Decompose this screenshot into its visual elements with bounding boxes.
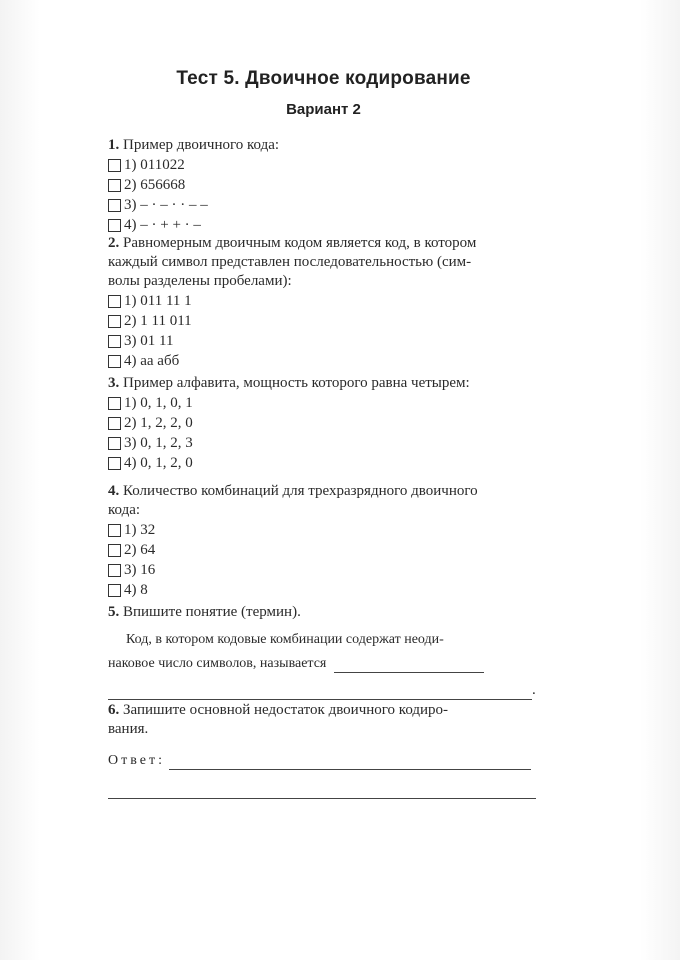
question-text-line: Равномерным двоичным кодом является код, в котором xyxy=(123,235,477,251)
checkbox[interactable] xyxy=(108,584,121,597)
option-label: 1) 011 11 1 xyxy=(124,292,192,309)
question-text: Пример двоичного кода: xyxy=(123,137,280,153)
option-label: 3) 01 11 xyxy=(124,332,174,349)
answer-option[interactable] xyxy=(108,351,538,371)
question-2 xyxy=(108,234,538,371)
answer-option[interactable] xyxy=(108,580,538,600)
question-text-line: Запишите основной недостаток двоичного кодиро- xyxy=(123,702,449,718)
option-label: 2) 64 xyxy=(124,541,156,558)
question-text-line: каждый символ представлен последовательностью (сим- xyxy=(108,254,472,270)
answer-option[interactable] xyxy=(108,453,538,473)
question-body-line: наковое число символов, называется xyxy=(108,656,327,671)
answer-option[interactable] xyxy=(108,331,538,351)
option-label: 4) 0, 1, 2, 0 xyxy=(124,454,193,471)
question-number: 6. xyxy=(108,702,120,718)
option-label: 2) 1 11 011 xyxy=(124,312,192,329)
option-label: 1) 011022 xyxy=(124,156,185,173)
answer-option[interactable] xyxy=(108,540,538,560)
question-number: 3. xyxy=(108,375,120,391)
answer-option[interactable] xyxy=(108,291,538,311)
option-label: 4) – · + + · – xyxy=(124,216,201,233)
option-label: 4) аа абб xyxy=(124,352,180,369)
answer-option[interactable] xyxy=(108,311,538,331)
option-label: 3) 0, 1, 2, 3 xyxy=(124,434,193,451)
question-1 xyxy=(108,136,538,235)
test-sheet xyxy=(96,56,551,916)
question-3 xyxy=(108,374,538,473)
question-number: 5. xyxy=(108,604,120,620)
option-label: 2) 1, 2, 2, 0 xyxy=(124,414,193,431)
question-body-line: Код, в котором кодовые комбинации содержат неоди- xyxy=(126,632,444,647)
variant-subtitle: Вариант 2 xyxy=(286,101,361,118)
option-label: 1) 0, 1, 0, 1 xyxy=(124,394,193,411)
question-4 xyxy=(108,482,538,600)
question-text: Впишите понятие (термин). xyxy=(123,604,301,620)
checkbox[interactable] xyxy=(108,219,121,232)
checkbox[interactable] xyxy=(108,524,121,537)
option-label: 1) 32 xyxy=(124,521,156,538)
option-label: 3) 16 xyxy=(124,561,156,578)
checkbox[interactable] xyxy=(108,315,121,328)
answer-option[interactable] xyxy=(108,433,538,453)
checkbox[interactable] xyxy=(108,159,121,172)
checkbox[interactable] xyxy=(108,295,121,308)
answer-option[interactable] xyxy=(108,195,538,215)
checkbox[interactable] xyxy=(108,355,121,368)
page-title: Тест 5. Двоичное кодирование xyxy=(176,68,471,89)
checkbox[interactable] xyxy=(108,397,121,410)
answer-option[interactable] xyxy=(108,393,538,413)
question-text: Пример алфавита, мощность которого равна четырем: xyxy=(123,375,470,391)
answer-option[interactable] xyxy=(108,560,538,580)
question-text-line: Количество комбинаций для трехразрядного двоичного xyxy=(123,483,478,499)
question-text-line: волы разделены пробелами): xyxy=(108,273,292,289)
checkbox[interactable] xyxy=(108,544,121,557)
checkbox[interactable] xyxy=(108,199,121,212)
question-number: 4. xyxy=(108,483,120,499)
question-number: 2. xyxy=(108,235,120,251)
answer-option[interactable] xyxy=(108,175,538,195)
question-5 xyxy=(108,603,538,700)
question-6 xyxy=(108,701,538,805)
checkbox[interactable] xyxy=(108,564,121,577)
checkbox[interactable] xyxy=(108,335,121,348)
checkbox[interactable] xyxy=(108,417,121,430)
checkbox[interactable] xyxy=(108,437,121,450)
answer-option[interactable] xyxy=(108,413,538,433)
answer-blank[interactable] xyxy=(334,658,484,673)
answer-option[interactable] xyxy=(108,215,538,235)
question-number: 1. xyxy=(108,137,120,153)
question-text-line: вания. xyxy=(108,721,149,737)
question-text-line: кода: xyxy=(108,502,141,518)
option-label: 4) 8 xyxy=(124,581,148,598)
answer-blank[interactable] xyxy=(169,755,531,770)
answer-option[interactable] xyxy=(108,520,538,540)
checkbox[interactable] xyxy=(108,179,121,192)
option-label: 3) – · – · · – – xyxy=(124,196,208,213)
option-label: 2) 656668 xyxy=(124,176,186,193)
answer-label: Ответ: xyxy=(108,753,165,768)
checkbox[interactable] xyxy=(108,457,121,470)
answer-option[interactable] xyxy=(108,155,538,175)
answer-blank[interactable] xyxy=(108,685,532,700)
answer-blank[interactable] xyxy=(108,784,536,799)
end-period: . xyxy=(532,682,536,698)
